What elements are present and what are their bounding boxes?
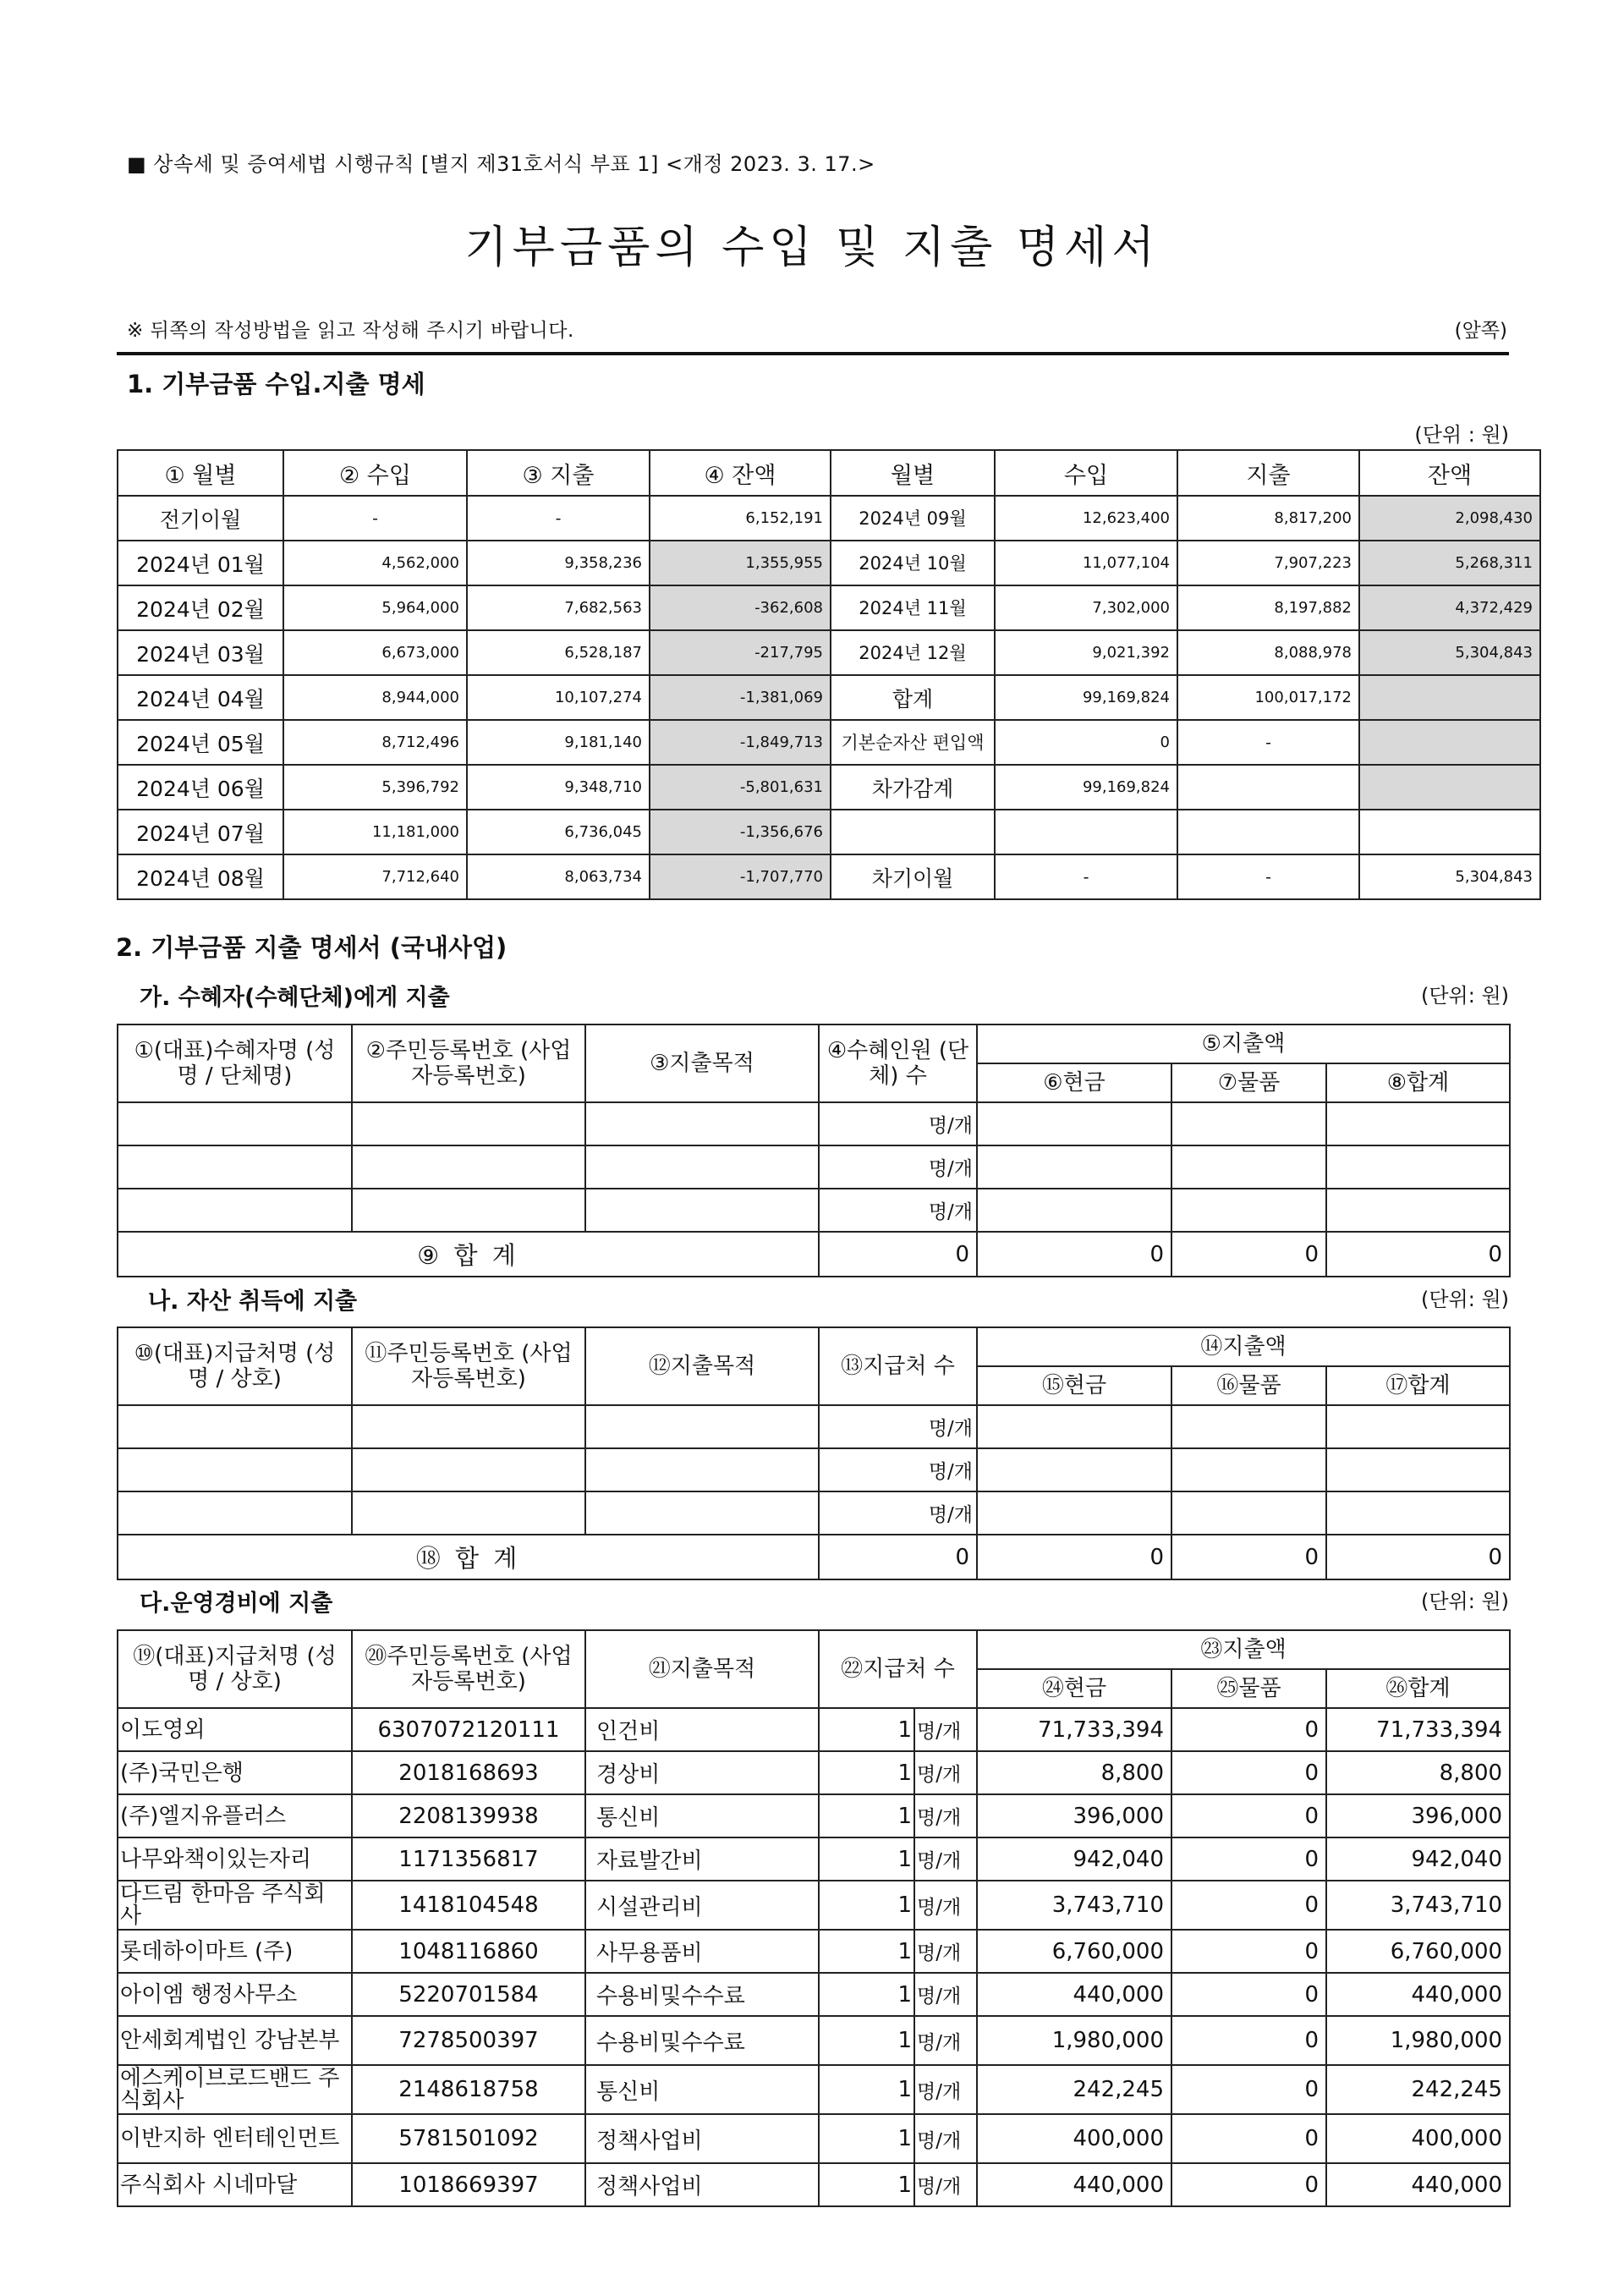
payee-count: 1 [819,2163,914,2206]
total-amount: 400,000 [1326,2114,1510,2163]
value-cell [1177,810,1359,854]
month-cell: 2024년 10월 [831,541,995,585]
value-cell: 7,302,000 [995,585,1177,630]
table-row [118,1881,1510,1930]
cell [1171,1405,1326,1448]
table-row [118,1794,1510,1837]
column-header: 지출 [1177,450,1359,496]
cash-amount: 6,760,000 [977,1930,1171,1973]
month-cell: 2024년 12월 [831,630,995,675]
page-side-label: (앞쪽) [1454,320,1507,342]
value-cell: 6,736,045 [467,810,650,854]
header-count: ㉒지급처 수 [819,1630,977,1708]
value-cell: 8,817,200 [1177,496,1359,541]
payee-count: 1 [819,2065,914,2114]
total-cash: 0 [977,1232,1171,1277]
month-cell: 합계 [831,675,995,720]
cell [352,1405,585,1448]
value-cell [1177,765,1359,810]
total-amount: 440,000 [1326,2163,1510,2206]
cell [1326,1145,1510,1189]
month-cell: 2024년 07월 [118,810,283,854]
count-unit: 명/개 [914,2016,977,2065]
value-cell: -217,795 [650,630,831,675]
cash-amount: 440,000 [977,2163,1171,2206]
section2c-title: 다.운영경비에 지출 [140,1590,333,1617]
value-cell: 100,017,172 [1177,675,1359,720]
payee-name: 에스케이브로드밴드 주식회사 [118,2065,352,2114]
count-unit: 명/개 [914,1708,977,1751]
value-cell: 4,372,429 [1359,585,1540,630]
value-cell: 5,964,000 [283,585,467,630]
header-purpose: ㉑지출목적 [585,1630,819,1708]
total-amount: 8,800 [1326,1751,1510,1794]
cell [1326,1189,1510,1232]
value-cell: 7,682,563 [467,585,650,630]
header-cash: ⑥현금 [977,1063,1171,1102]
cell [1326,1405,1510,1448]
section2a-unit: (단위: 원) [1421,984,1509,1008]
value-cell: 5,268,311 [1359,541,1540,585]
cash-amount: 71,733,394 [977,1708,1171,1751]
header-sum: ㉖합계 [1326,1669,1510,1708]
table-row [118,1973,1510,2016]
cell [977,1189,1171,1232]
header-cash: ⑮현금 [977,1366,1171,1405]
value-cell: - [1177,720,1359,765]
month-cell: 2024년 08월 [118,854,283,899]
header-purpose: ③지출목적 [585,1024,819,1102]
value-cell: 8,712,496 [283,720,467,765]
cash-amount: 400,000 [977,2114,1171,2163]
table-row [118,2114,1510,2163]
payee-name: 안세회계법인 강남본부 [118,2016,352,2065]
expense-purpose: 자료발간비 [585,1837,819,1881]
section2b-title: 나. 자산 취득에 지출 [148,1288,358,1315]
month-cell: 2024년 01월 [118,541,283,585]
expense-purpose: 통신비 [585,2065,819,2114]
column-header: ① 월별 [118,450,283,496]
column-header: 수입 [995,450,1177,496]
value-cell: 11,181,000 [283,810,467,854]
value-cell: 99,169,824 [995,675,1177,720]
expense-purpose: 인건비 [585,1708,819,1751]
total-count: 0 [819,1535,977,1579]
cell [352,1102,585,1145]
table-row [118,1708,1510,1751]
count-unit: 명/개 [914,2163,977,2206]
total-sum: 0 [1326,1535,1510,1579]
goods-amount: 0 [1171,2163,1326,2206]
value-cell: 4,562,000 [283,541,467,585]
table-row [118,2163,1510,2206]
header-sum: ⑰합계 [1326,1366,1510,1405]
registration-number: 1418104548 [352,1881,585,1930]
cell [585,1102,819,1145]
registration-number: 1171356817 [352,1837,585,1881]
cell [585,1189,819,1232]
payee-name: 롯데하이마트 (주) [118,1930,352,1973]
value-cell: 12,623,400 [995,496,1177,541]
expense-purpose: 정책사업비 [585,2163,819,2206]
payee-name: 주식회사 시네마달 [118,2163,352,2206]
value-cell: - [283,496,467,541]
payee-count: 1 [819,1837,914,1881]
value-cell: 99,169,824 [995,765,1177,810]
payee-name: 나무와책이있는자리 [118,1837,352,1881]
total-count: 0 [819,1232,977,1277]
month-cell [831,810,995,854]
cell [352,1145,585,1189]
value-cell: 7,712,640 [283,854,467,899]
header-divider [117,352,1509,355]
goods-amount: 0 [1171,2016,1326,2065]
column-header: ② 수입 [283,450,467,496]
payee-count: 1 [819,1751,914,1794]
expense-purpose: 시설관리비 [585,1881,819,1930]
header-purpose: ⑫지출목적 [585,1327,819,1405]
count-unit: 명/개 [819,1491,977,1535]
expense-purpose: 통신비 [585,1794,819,1837]
cell [585,1448,819,1491]
value-cell: - [1177,854,1359,899]
expense-purpose: 수용비및수수료 [585,1973,819,2016]
header-name: ⑩(대표)지급처명 (성명 / 상호) [118,1327,352,1405]
goods-amount: 0 [1171,2114,1326,2163]
value-cell: -1,849,713 [650,720,831,765]
count-unit: 명/개 [819,1145,977,1189]
payee-count: 1 [819,1881,914,1930]
column-header: 잔액 [1359,450,1540,496]
goods-amount: 0 [1171,1837,1326,1881]
registration-number: 1048116860 [352,1930,585,1973]
header-amount: ⑭지출액 [977,1327,1510,1366]
value-cell: 7,907,223 [1177,541,1359,585]
section2c-unit: (단위: 원) [1421,1590,1509,1613]
value-cell: - [467,496,650,541]
value-cell: 9,021,392 [995,630,1177,675]
cell [1171,1145,1326,1189]
count-unit: 명/개 [914,1930,977,1973]
registration-number: 2208139938 [352,1794,585,1837]
payee-name: 이도영외 [118,1708,352,1751]
total-goods: 0 [1171,1232,1326,1277]
column-header: ④ 잔액 [650,450,831,496]
cell [1326,1102,1510,1145]
operating-expense-table [117,1629,1511,2207]
table-row [118,1930,1510,1973]
cash-amount: 242,245 [977,2065,1171,2114]
value-cell: -1,356,676 [650,810,831,854]
payee-count: 1 [819,1708,914,1751]
payee-count: 1 [819,1930,914,1973]
registration-number: 5781501092 [352,2114,585,2163]
total-amount: 3,743,710 [1326,1881,1510,1930]
month-cell: 2024년 03월 [118,630,283,675]
table-row [118,585,1540,630]
count-unit: 명/개 [819,1405,977,1448]
goods-amount: 0 [1171,1881,1326,1930]
count-unit: 명/개 [914,2114,977,2163]
goods-amount: 0 [1171,1751,1326,1794]
count-unit: 명/개 [914,1881,977,1930]
cell [118,1491,352,1535]
law-reference: ■ 상속세 및 증여세법 시행규칙 [별지 제31호서식 부표 1] <개정 2023. 3. 17.> [127,152,875,176]
cash-amount: 942,040 [977,1837,1171,1881]
month-cell: 2024년 04월 [118,675,283,720]
goods-amount: 0 [1171,1973,1326,2016]
payee-count: 1 [819,2114,914,2163]
header-id: ⑳주민등록번호 (사업자등록번호) [352,1630,585,1708]
total-amount: 1,980,000 [1326,2016,1510,2065]
cell [118,1405,352,1448]
income-expense-table [117,449,1541,900]
month-cell: 2024년 11월 [831,585,995,630]
value-cell: 8,063,734 [467,854,650,899]
value-cell: 1,355,955 [650,541,831,585]
section2-title: 2. 기부금품 지출 명세서 (국내사업) [116,933,508,962]
cell [977,1405,1171,1448]
value-cell: 9,181,140 [467,720,650,765]
payee-name: 다드림 한마음 주식회사 [118,1881,352,1930]
value-cell: 8,088,978 [1177,630,1359,675]
value-cell: 9,348,710 [467,765,650,810]
total-amount: 396,000 [1326,1794,1510,1837]
header-amount: ㉓지출액 [977,1630,1510,1669]
registration-number: 2018168693 [352,1751,585,1794]
header-count: ⑬지급처 수 [819,1327,977,1405]
section1-title: 1. 기부금품 수입.지출 명세 [127,370,425,398]
total-cash: 0 [977,1535,1171,1579]
cell [1171,1189,1326,1232]
header-goods: ⑦물품 [1171,1063,1326,1102]
cash-amount: 396,000 [977,1794,1171,1837]
value-cell: -1,381,069 [650,675,831,720]
header-id: ⑪주민등록번호 (사업자등록번호) [352,1327,585,1405]
cell [977,1448,1171,1491]
payee-name: 아이엠 행정사무소 [118,1973,352,2016]
cell [118,1189,352,1232]
total-amount: 942,040 [1326,1837,1510,1881]
table-row [118,810,1540,854]
count-unit: 명/개 [819,1102,977,1145]
cash-amount: 3,743,710 [977,1881,1171,1930]
value-cell [1359,720,1540,765]
value-cell [1359,765,1540,810]
header-id: ②주민등록번호 (사업자등록번호) [352,1024,585,1102]
header-name: ⑲(대표)지급처명 (성명 / 상호) [118,1630,352,1708]
value-cell [995,810,1177,854]
cell [585,1145,819,1189]
table-row [118,2065,1510,2114]
value-cell: 6,152,191 [650,496,831,541]
registration-number: 6307072120111 [352,1708,585,1751]
expense-purpose: 정책사업비 [585,2114,819,2163]
cash-amount: 1,980,000 [977,2016,1171,2065]
cell [977,1145,1171,1189]
value-cell: 5,304,843 [1359,630,1540,675]
total-goods: 0 [1171,1535,1326,1579]
goods-amount: 0 [1171,2065,1326,2114]
asset-expense-table [117,1327,1511,1580]
payee-count: 1 [819,1794,914,1837]
registration-number: 5220701584 [352,1973,585,2016]
payee-count: 1 [819,1973,914,2016]
value-cell [1359,810,1540,854]
header-cash: ㉔현금 [977,1669,1171,1708]
header-goods: ⑯물품 [1171,1366,1326,1405]
value-cell [1359,675,1540,720]
count-unit: 명/개 [914,1837,977,1881]
value-cell: 8,197,882 [1177,585,1359,630]
cell [1171,1102,1326,1145]
month-cell: 전기이월 [118,496,283,541]
header-amount: ⑤지출액 [977,1024,1510,1063]
payee-count: 1 [819,2016,914,2065]
total-amount: 71,733,394 [1326,1708,1510,1751]
table-header-row [118,450,1540,496]
cell [977,1491,1171,1535]
value-cell: 0 [995,720,1177,765]
count-unit: 명/개 [914,1973,977,2016]
value-cell: -362,608 [650,585,831,630]
expense-purpose: 수용비및수수료 [585,2016,819,2065]
cell [352,1448,585,1491]
value-cell: 5,396,792 [283,765,467,810]
payee-name: (주)국민은행 [118,1751,352,1794]
table-row [118,2016,1510,2065]
section1-unit: (단위 : 원) [1414,423,1509,447]
value-cell: - [995,854,1177,899]
total-label: ⑱ 합 계 [118,1535,819,1579]
total-sum: 0 [1326,1232,1510,1277]
header-goods: ㉕물품 [1171,1669,1326,1708]
beneficiary-expense-table [117,1024,1511,1277]
section2a-title: 가. 수혜자(수혜단체)에게 지출 [140,985,450,1011]
count-unit: 명/개 [819,1448,977,1491]
cell [352,1189,585,1232]
cell [1171,1448,1326,1491]
table-row [118,720,1540,765]
cash-amount: 8,800 [977,1751,1171,1794]
count-unit: 명/개 [914,1794,977,1837]
total-amount: 242,245 [1326,2065,1510,2114]
month-cell: 2024년 02월 [118,585,283,630]
cell [585,1405,819,1448]
cell [585,1491,819,1535]
value-cell: 8,944,000 [283,675,467,720]
month-cell: 차기이월 [831,854,995,899]
section2b-unit: (단위: 원) [1421,1288,1509,1311]
table-row [118,854,1540,899]
month-cell: 2024년 09월 [831,496,995,541]
cell [118,1448,352,1491]
registration-number: 2148618758 [352,2065,585,2114]
expense-purpose: 사무용품비 [585,1930,819,1973]
cell [1326,1448,1510,1491]
table-row [118,765,1540,810]
header-name: ①(대표)수혜자명 (성명 / 단체명) [118,1024,352,1102]
value-cell: 11,077,104 [995,541,1177,585]
value-cell: 6,528,187 [467,630,650,675]
cell [352,1491,585,1535]
cash-amount: 440,000 [977,1973,1171,2016]
month-cell: 2024년 06월 [118,765,283,810]
payee-name: (주)엘지유플러스 [118,1794,352,1837]
payee-name: 이반지하 엔터테인먼트 [118,2114,352,2163]
goods-amount: 0 [1171,1930,1326,1973]
column-header: 월별 [831,450,995,496]
page-title: 기부금품의 수입 및 지출 명세서 [464,222,1160,273]
cell [118,1145,352,1189]
column-header: ③ 지출 [467,450,650,496]
goods-amount: 0 [1171,1708,1326,1751]
month-cell: 기본순자산 편입액 [831,720,995,765]
month-cell: 차가감계 [831,765,995,810]
table-row [118,630,1540,675]
count-unit: 명/개 [914,1751,977,1794]
registration-number: 7278500397 [352,2016,585,2065]
table-row [118,496,1540,541]
month-cell: 2024년 05월 [118,720,283,765]
total-label: ⑨ 합 계 [118,1232,819,1277]
value-cell: 2,098,430 [1359,496,1540,541]
cell [977,1102,1171,1145]
goods-amount: 0 [1171,1794,1326,1837]
table-row [118,541,1540,585]
table-row [118,1837,1510,1881]
value-cell: 9,358,236 [467,541,650,585]
expense-purpose: 경상비 [585,1751,819,1794]
total-amount: 6,760,000 [1326,1930,1510,1973]
value-cell: -5,801,631 [650,765,831,810]
table-row [118,1751,1510,1794]
count-unit: 명/개 [819,1189,977,1232]
header-sum: ⑧합계 [1326,1063,1510,1102]
cell [1171,1491,1326,1535]
value-cell: -1,707,770 [650,854,831,899]
count-unit: 명/개 [914,2065,977,2114]
registration-number: 1018669397 [352,2163,585,2206]
value-cell: 10,107,274 [467,675,650,720]
table-row [118,675,1540,720]
cell [118,1102,352,1145]
value-cell: 6,673,000 [283,630,467,675]
total-amount: 440,000 [1326,1973,1510,2016]
cell [1326,1491,1510,1535]
value-cell: 5,304,843 [1359,854,1540,899]
header-count: ④수혜인원 (단체) 수 [819,1024,977,1102]
instruction-note: ※ 뒤쪽의 작성방법을 읽고 작성해 주시기 바랍니다. [127,320,574,342]
